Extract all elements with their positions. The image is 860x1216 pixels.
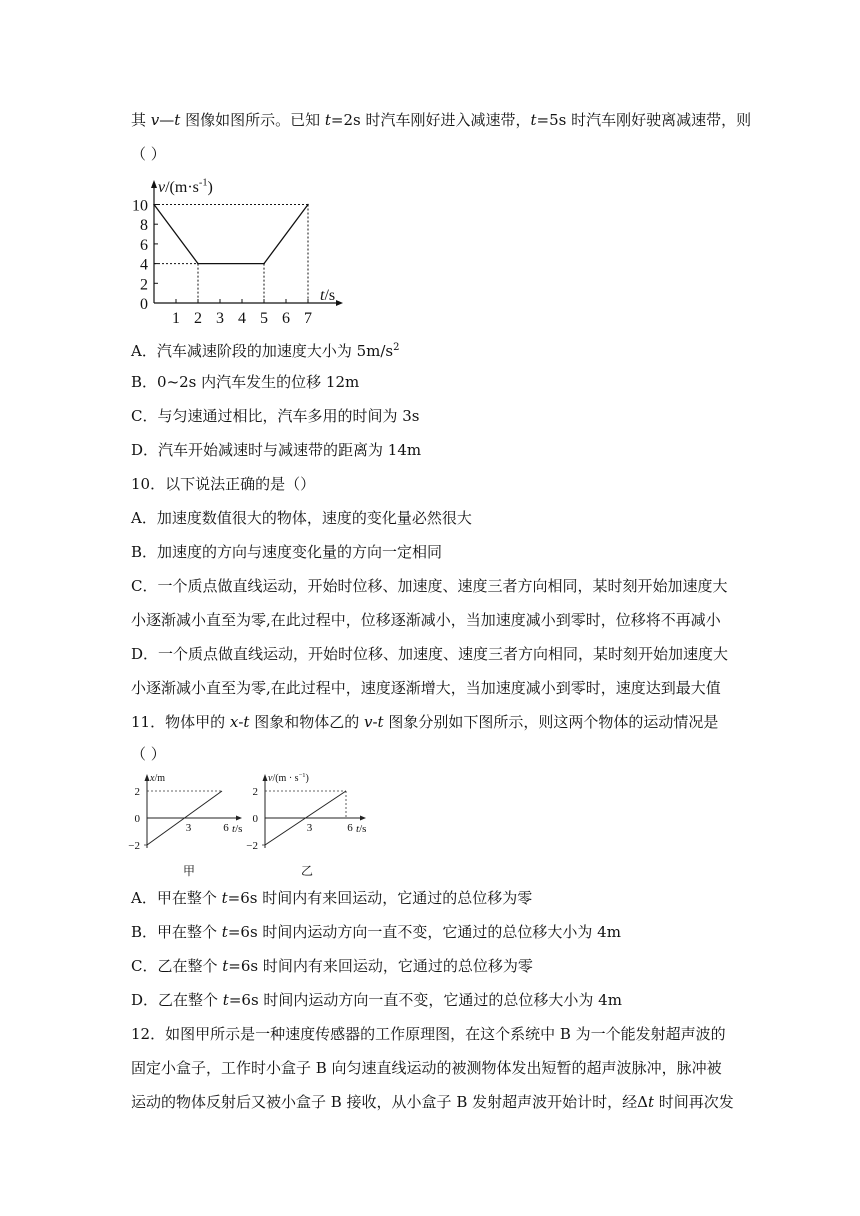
q10-option-d-line2: 小逐渐减小直至为零,在此过程中，速度逐渐增大，当加速度减小到零时，速度达到最大值 xyxy=(131,679,721,697)
x-tick-label: 5 xyxy=(260,310,268,327)
q9-option-d: D．汽车开始减速时与减速带的距离为 14m xyxy=(131,441,422,459)
q12-line2: 固定小盒子，工作时小盒子 B 向匀速直线运动的被测物体发出短暂的超声波脉冲，脉冲被 xyxy=(131,1059,722,1077)
y-tick-label: −2 xyxy=(128,840,140,852)
y-tick-label: 0 xyxy=(134,813,140,825)
x-axis-label: t/s xyxy=(320,287,336,304)
q9-option-c: C．与匀速通过相比，汽车多用的时间为 3s xyxy=(131,407,420,425)
y-axis-arrow xyxy=(263,774,268,781)
q12-line3: 运动的物体反射后又被小盒子 B 接收，从小盒子 B 发射超声波开始计时，经Δt 时间再次发 xyxy=(131,1093,734,1111)
x-tick-label: 2 xyxy=(194,310,202,327)
chart-caption: 乙 xyxy=(300,864,314,878)
x-tick-label: 7 xyxy=(304,310,312,327)
q9-option-b: B．0~2s 内汽车发生的位移 12m xyxy=(131,373,360,391)
y-axis-label: $v/(m\cdot s^{-1})$ xyxy=(158,177,213,196)
q9-paren: （ ） xyxy=(131,145,166,163)
x-tick-label: 3 xyxy=(185,822,192,834)
chart-caption: 甲 xyxy=(182,864,196,878)
x-tick-label: 6 xyxy=(347,822,353,834)
y-tick-label: 2 xyxy=(140,276,148,294)
q10-option-c-line1: C．一个质点做直线运动，开始时位移、加速度、速度三者方向相同，某时刻开始加速度大 xyxy=(131,577,728,595)
x-axis-arrow xyxy=(360,816,366,821)
x-axis-label: t/s xyxy=(232,823,243,835)
q10-option-a: A．加速度数值很大的物体，速度的变化量必然很大 xyxy=(131,509,472,527)
y-tick-label: 4 xyxy=(140,256,148,274)
x-tick-label: 1 xyxy=(172,310,180,327)
q10-option-d-line1: D．一个质点做直线运动，开始时位移、加速度、速度三者方向相同，某时刻开始加速度大 xyxy=(131,645,729,663)
y-axis-arrow xyxy=(145,774,150,781)
y-tick-label: 6 xyxy=(140,236,148,254)
y-tick-label: 8 xyxy=(140,217,148,235)
x-tick-label: 4 xyxy=(238,310,246,327)
y-axis-arrow xyxy=(151,180,157,188)
y-tick-label: 0 xyxy=(252,813,258,825)
y-axis-label: x/m xyxy=(150,773,166,784)
q9-option-a: A．汽车减速阶段的加速度大小为 $5m/s^2$ xyxy=(131,342,400,360)
y-tick-label: −2 xyxy=(246,840,258,852)
q11-option-d: D．乙在整个 t=6s 时间内运动方向一直不变，它通过的总位移大小为 4m xyxy=(131,991,622,1009)
x-tick-label: 6 xyxy=(223,822,229,834)
q11-option-b: B．甲在整个 t=6s 时间内运动方向一直不变，它通过的总位移大小为 4m xyxy=(131,923,621,941)
x-tick-label: 6 xyxy=(282,310,290,327)
y-tick-label: 2 xyxy=(252,786,258,798)
x-tick-label: 3 xyxy=(306,822,313,834)
y-tick-label: 0 xyxy=(140,296,148,313)
q10-stem: 10．以下说法正确的是（） xyxy=(131,475,316,493)
q11-option-c: C．乙在整个 t=6s 时间内有来回运动，它通过的总位移为零 xyxy=(131,957,533,975)
y-tick-label: 10 xyxy=(132,197,148,215)
vt-chart xyxy=(125,172,350,330)
q10-option-c-line2: 小逐渐减小直至为零,在此过程中，位移逐渐减小，当加速度减小到零时，位移将不再减小 xyxy=(131,611,721,629)
q10-option-b: B．加速度的方向与速度变化量的方向一定相同 xyxy=(131,543,443,561)
x-tick-label: 3 xyxy=(216,310,224,327)
x-axis-arrow xyxy=(236,816,242,821)
y-axis-label: $v/(m \cdot s^{-1})$ xyxy=(268,772,309,784)
data-point xyxy=(197,263,199,265)
x-axis-arrow xyxy=(336,300,343,306)
q11-paren: （ ） xyxy=(131,745,166,763)
x-axis-label: t/s xyxy=(356,823,367,835)
data-point xyxy=(153,204,155,206)
vt-chart-yi xyxy=(246,768,390,880)
q9-stem: 其 v—t 图像如图所示。已知 t=2s 时汽车刚好进入减速带，t=5s 时汽车刚好驶离减速带，则 xyxy=(131,111,752,129)
data-point xyxy=(307,204,309,206)
series-line xyxy=(154,205,308,264)
y-tick-label: 2 xyxy=(134,786,140,798)
data-point xyxy=(263,263,265,265)
xt-chart-jia xyxy=(125,768,250,880)
q11-stem: 11．物体甲的 x-t 图象和物体乙的 v-t 图象分别如下图所示，则这两个物体的运动情况是 xyxy=(131,713,719,731)
q12-line1: 12．如图甲所示是一种速度传感器的工作原理图，在这个系统中 B 为一个能发射超声波的 xyxy=(131,1025,726,1043)
q11-option-a: A．甲在整个 t=6s 时间内有来回运动，它通过的总位移为零 xyxy=(131,889,533,907)
